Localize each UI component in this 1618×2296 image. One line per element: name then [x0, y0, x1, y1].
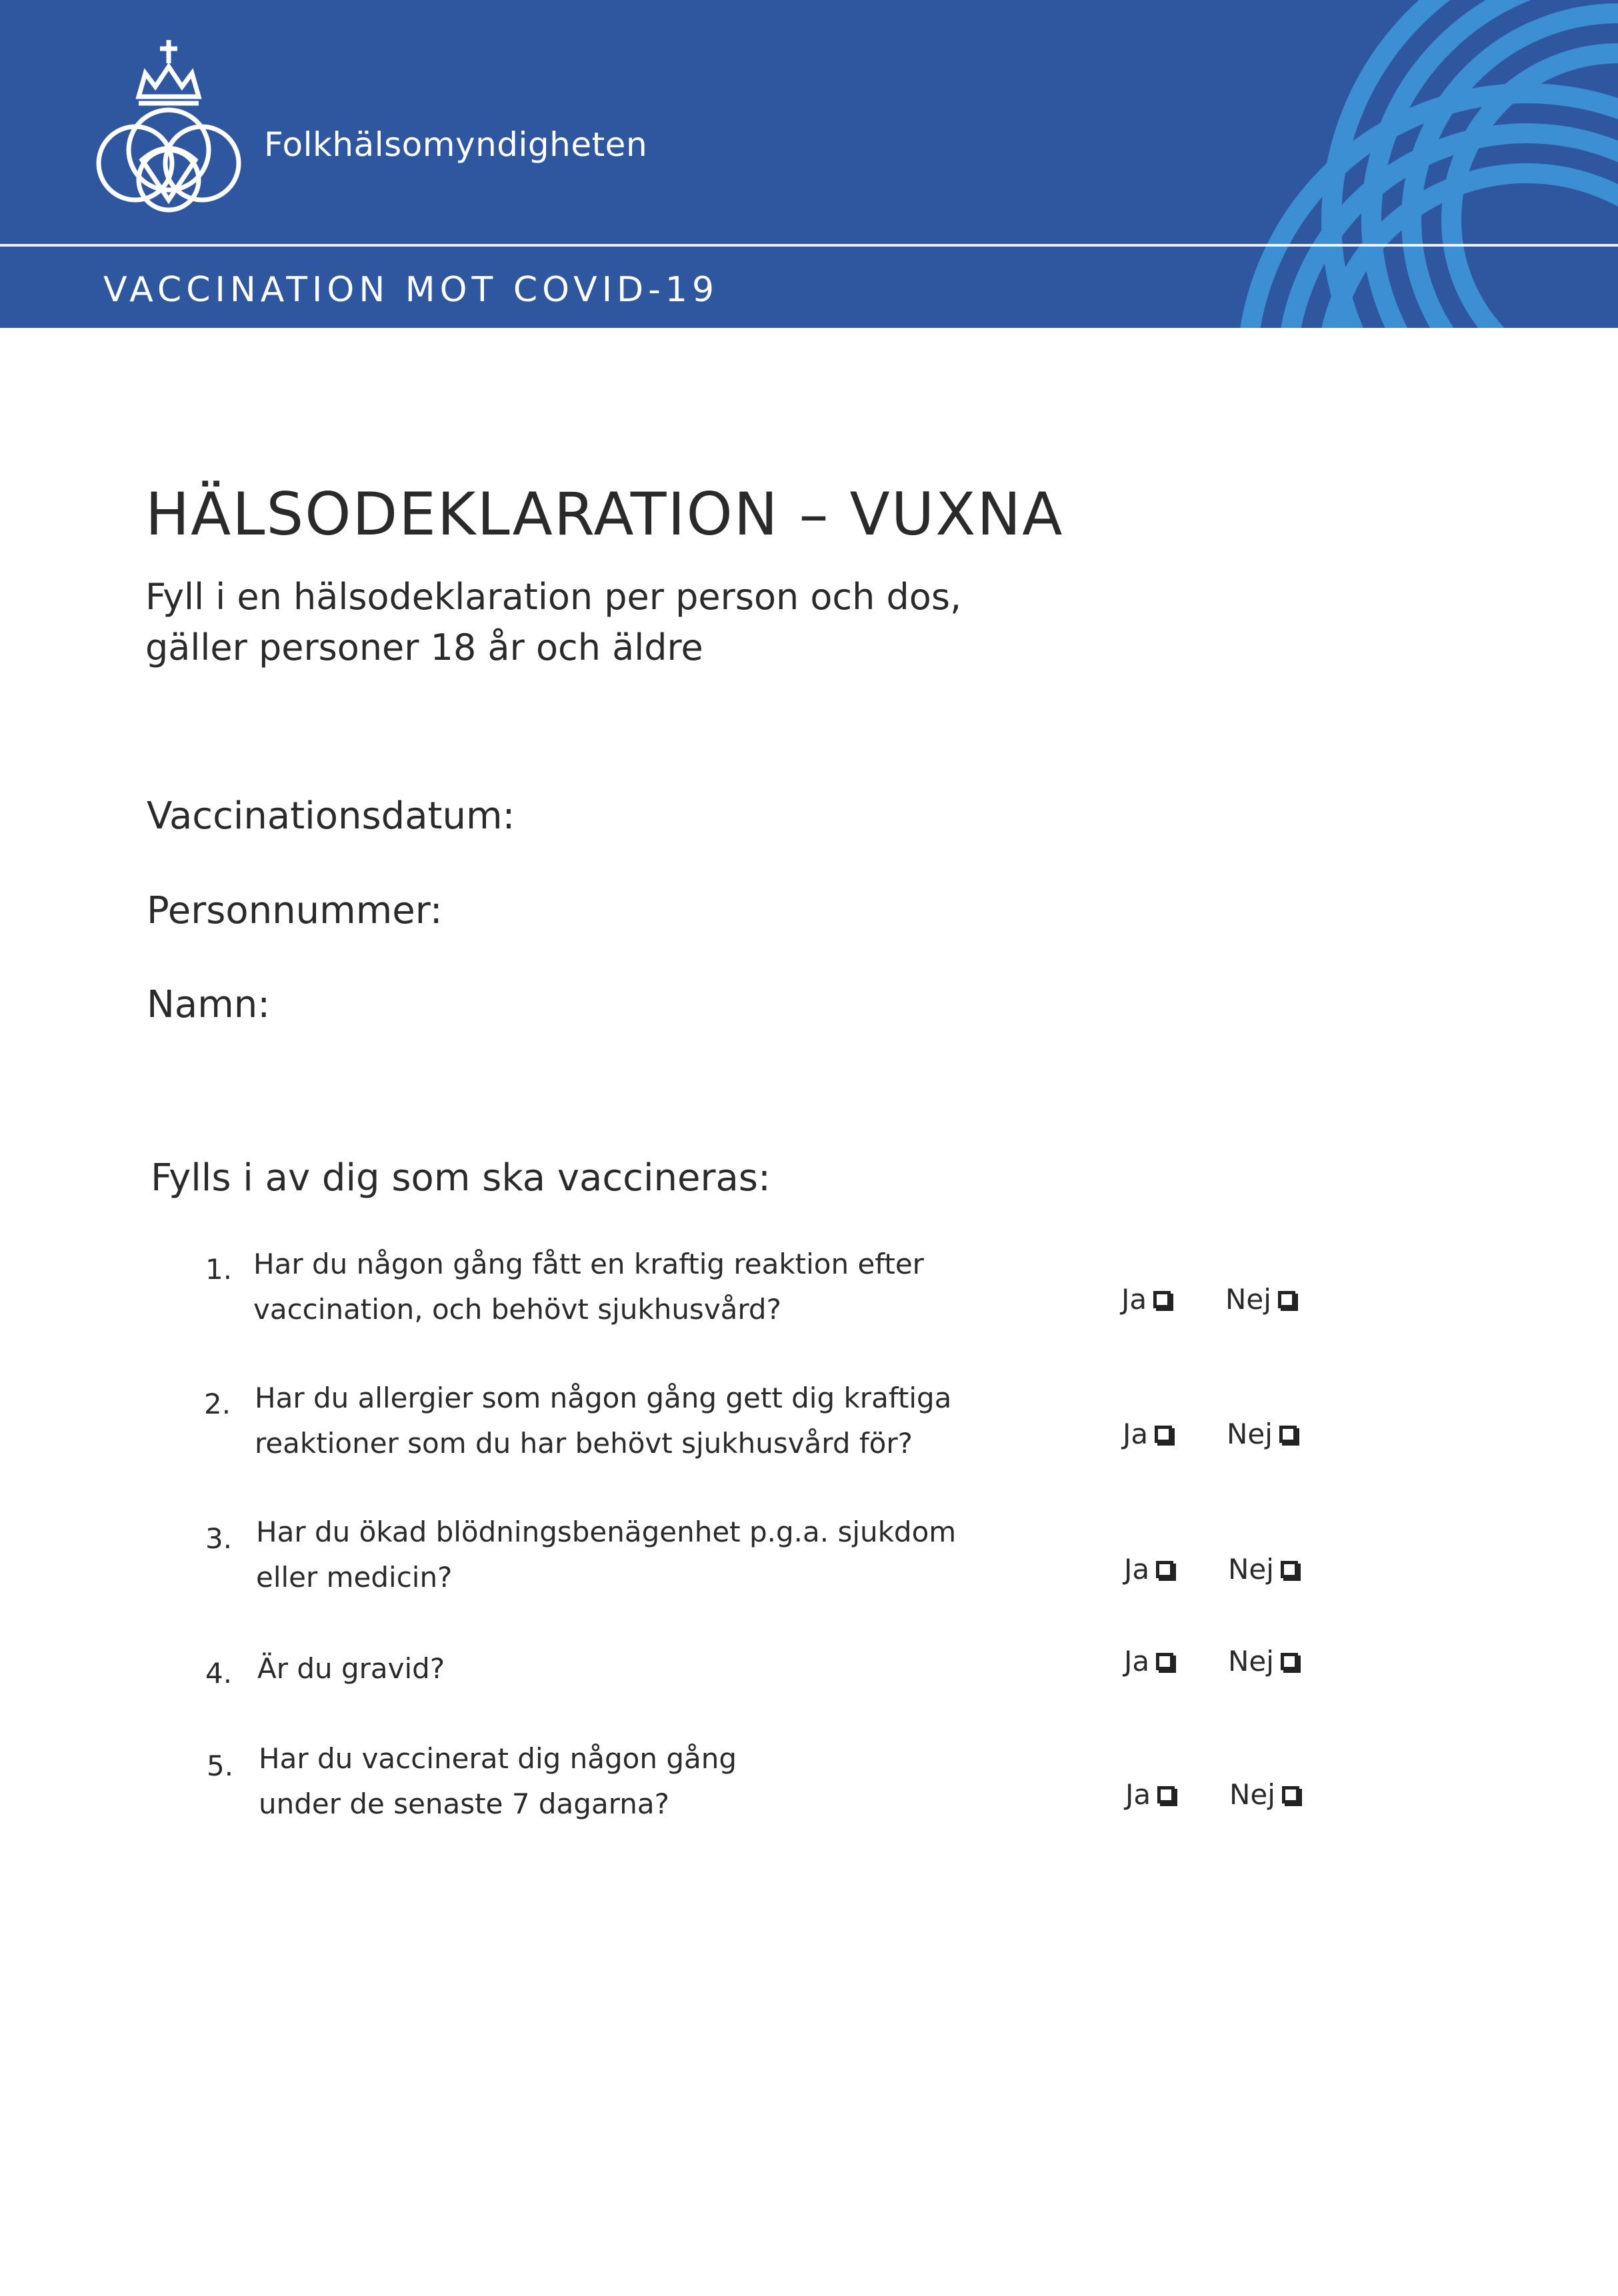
- crown-heart-logo-icon: [85, 37, 252, 217]
- yes-checkbox[interactable]: [1156, 1653, 1173, 1670]
- answer-yes-label: Ja: [1121, 1283, 1147, 1316]
- question-text: [256, 1510, 1089, 1600]
- organization-name: Folkhälsomyndigheten: [264, 125, 648, 164]
- question-text: [253, 1242, 1087, 1332]
- question-line: Har du ökad blödningsbenägenhet p.g.a. sjukdom: [256, 1516, 957, 1548]
- question-number: 1.: [205, 1253, 233, 1286]
- no-checkbox[interactable]: [1281, 1653, 1298, 1670]
- yes-checkbox[interactable]: [1156, 1561, 1173, 1578]
- question-line: Är du gravid?: [257, 1652, 445, 1685]
- campaign-label: VACCINATION MOT COVID-19: [103, 270, 719, 310]
- answer-no: [1225, 1283, 1295, 1316]
- no-checkbox[interactable]: [1282, 1786, 1299, 1803]
- question-line: Har du allergier som någon gång gett dig kraftiga: [255, 1382, 952, 1414]
- question-line: eller medicin?: [256, 1561, 453, 1594]
- no-checkbox[interactable]: [1278, 1291, 1295, 1308]
- no-checkbox[interactable]: [1281, 1561, 1298, 1578]
- answer-no-label: Nej: [1228, 1645, 1274, 1678]
- name-label: Namn:: [147, 983, 271, 1026]
- vaccination-date-label: Vaccinationsdatum:: [147, 794, 515, 838]
- personnummer-input[interactable]: [520, 888, 1289, 937]
- answer-yes: [1124, 1553, 1173, 1586]
- answer-yes-label: Ja: [1125, 1778, 1151, 1811]
- answer-no-label: Nej: [1227, 1418, 1273, 1450]
- subtitle-line-1: Fyll i en hälsodeklaration per person och dos,: [145, 576, 962, 618]
- question-text: [257, 1646, 1091, 1692]
- section-heading: Fylls i av dig som ska vaccineras:: [151, 1156, 771, 1200]
- answer-no: [1229, 1778, 1299, 1811]
- header-divider: [0, 244, 1618, 247]
- header-band: [0, 0, 1618, 328]
- answer-yes: [1123, 1418, 1172, 1450]
- answer-yes-label: Ja: [1124, 1553, 1150, 1586]
- question-text: [255, 1376, 1088, 1466]
- personnummer-label: Personnummer:: [147, 889, 443, 932]
- answer-no: [1228, 1645, 1298, 1678]
- yes-checkbox[interactable]: [1153, 1291, 1171, 1308]
- question-line: Har du någon gång fått en kraftig reaktion efter: [253, 1248, 924, 1280]
- answer-yes: [1121, 1283, 1171, 1316]
- question-number: 4.: [205, 1657, 233, 1690]
- page-title: HÄLSODEKLARATION – VUXNA: [145, 480, 1064, 549]
- question-line: reaktioner som du har behövt sjukhusvård för?: [255, 1427, 913, 1460]
- no-checkbox[interactable]: [1279, 1426, 1297, 1443]
- answer-no-label: Nej: [1228, 1553, 1274, 1586]
- answer-no: [1228, 1553, 1298, 1586]
- question-number: 2.: [204, 1388, 231, 1420]
- vaccination-date-input[interactable]: [520, 793, 1289, 842]
- answer-no-label: Nej: [1225, 1283, 1271, 1316]
- question-text: [259, 1736, 1092, 1827]
- question-number: 3.: [205, 1522, 233, 1555]
- name-input[interactable]: [520, 982, 1289, 1031]
- answer-no: [1227, 1418, 1297, 1450]
- answer-yes-label: Ja: [1123, 1418, 1149, 1450]
- answer-yes: [1124, 1645, 1173, 1678]
- yes-checkbox[interactable]: [1155, 1426, 1172, 1443]
- answer-yes-label: Ja: [1124, 1645, 1150, 1678]
- question-line: under de senaste 7 dagarna?: [259, 1787, 669, 1820]
- page-subtitle: [145, 572, 961, 673]
- answer-no-label: Nej: [1229, 1778, 1275, 1811]
- subtitle-line-2: gäller personer 18 år och äldre: [145, 626, 703, 668]
- question-line: vaccination, och behövt sjukhusvård?: [253, 1293, 781, 1326]
- question-number: 5.: [207, 1749, 234, 1782]
- answer-yes: [1125, 1778, 1175, 1811]
- question-line: Har du vaccinerat dig någon gång: [259, 1742, 737, 1775]
- yes-checkbox[interactable]: [1157, 1786, 1175, 1803]
